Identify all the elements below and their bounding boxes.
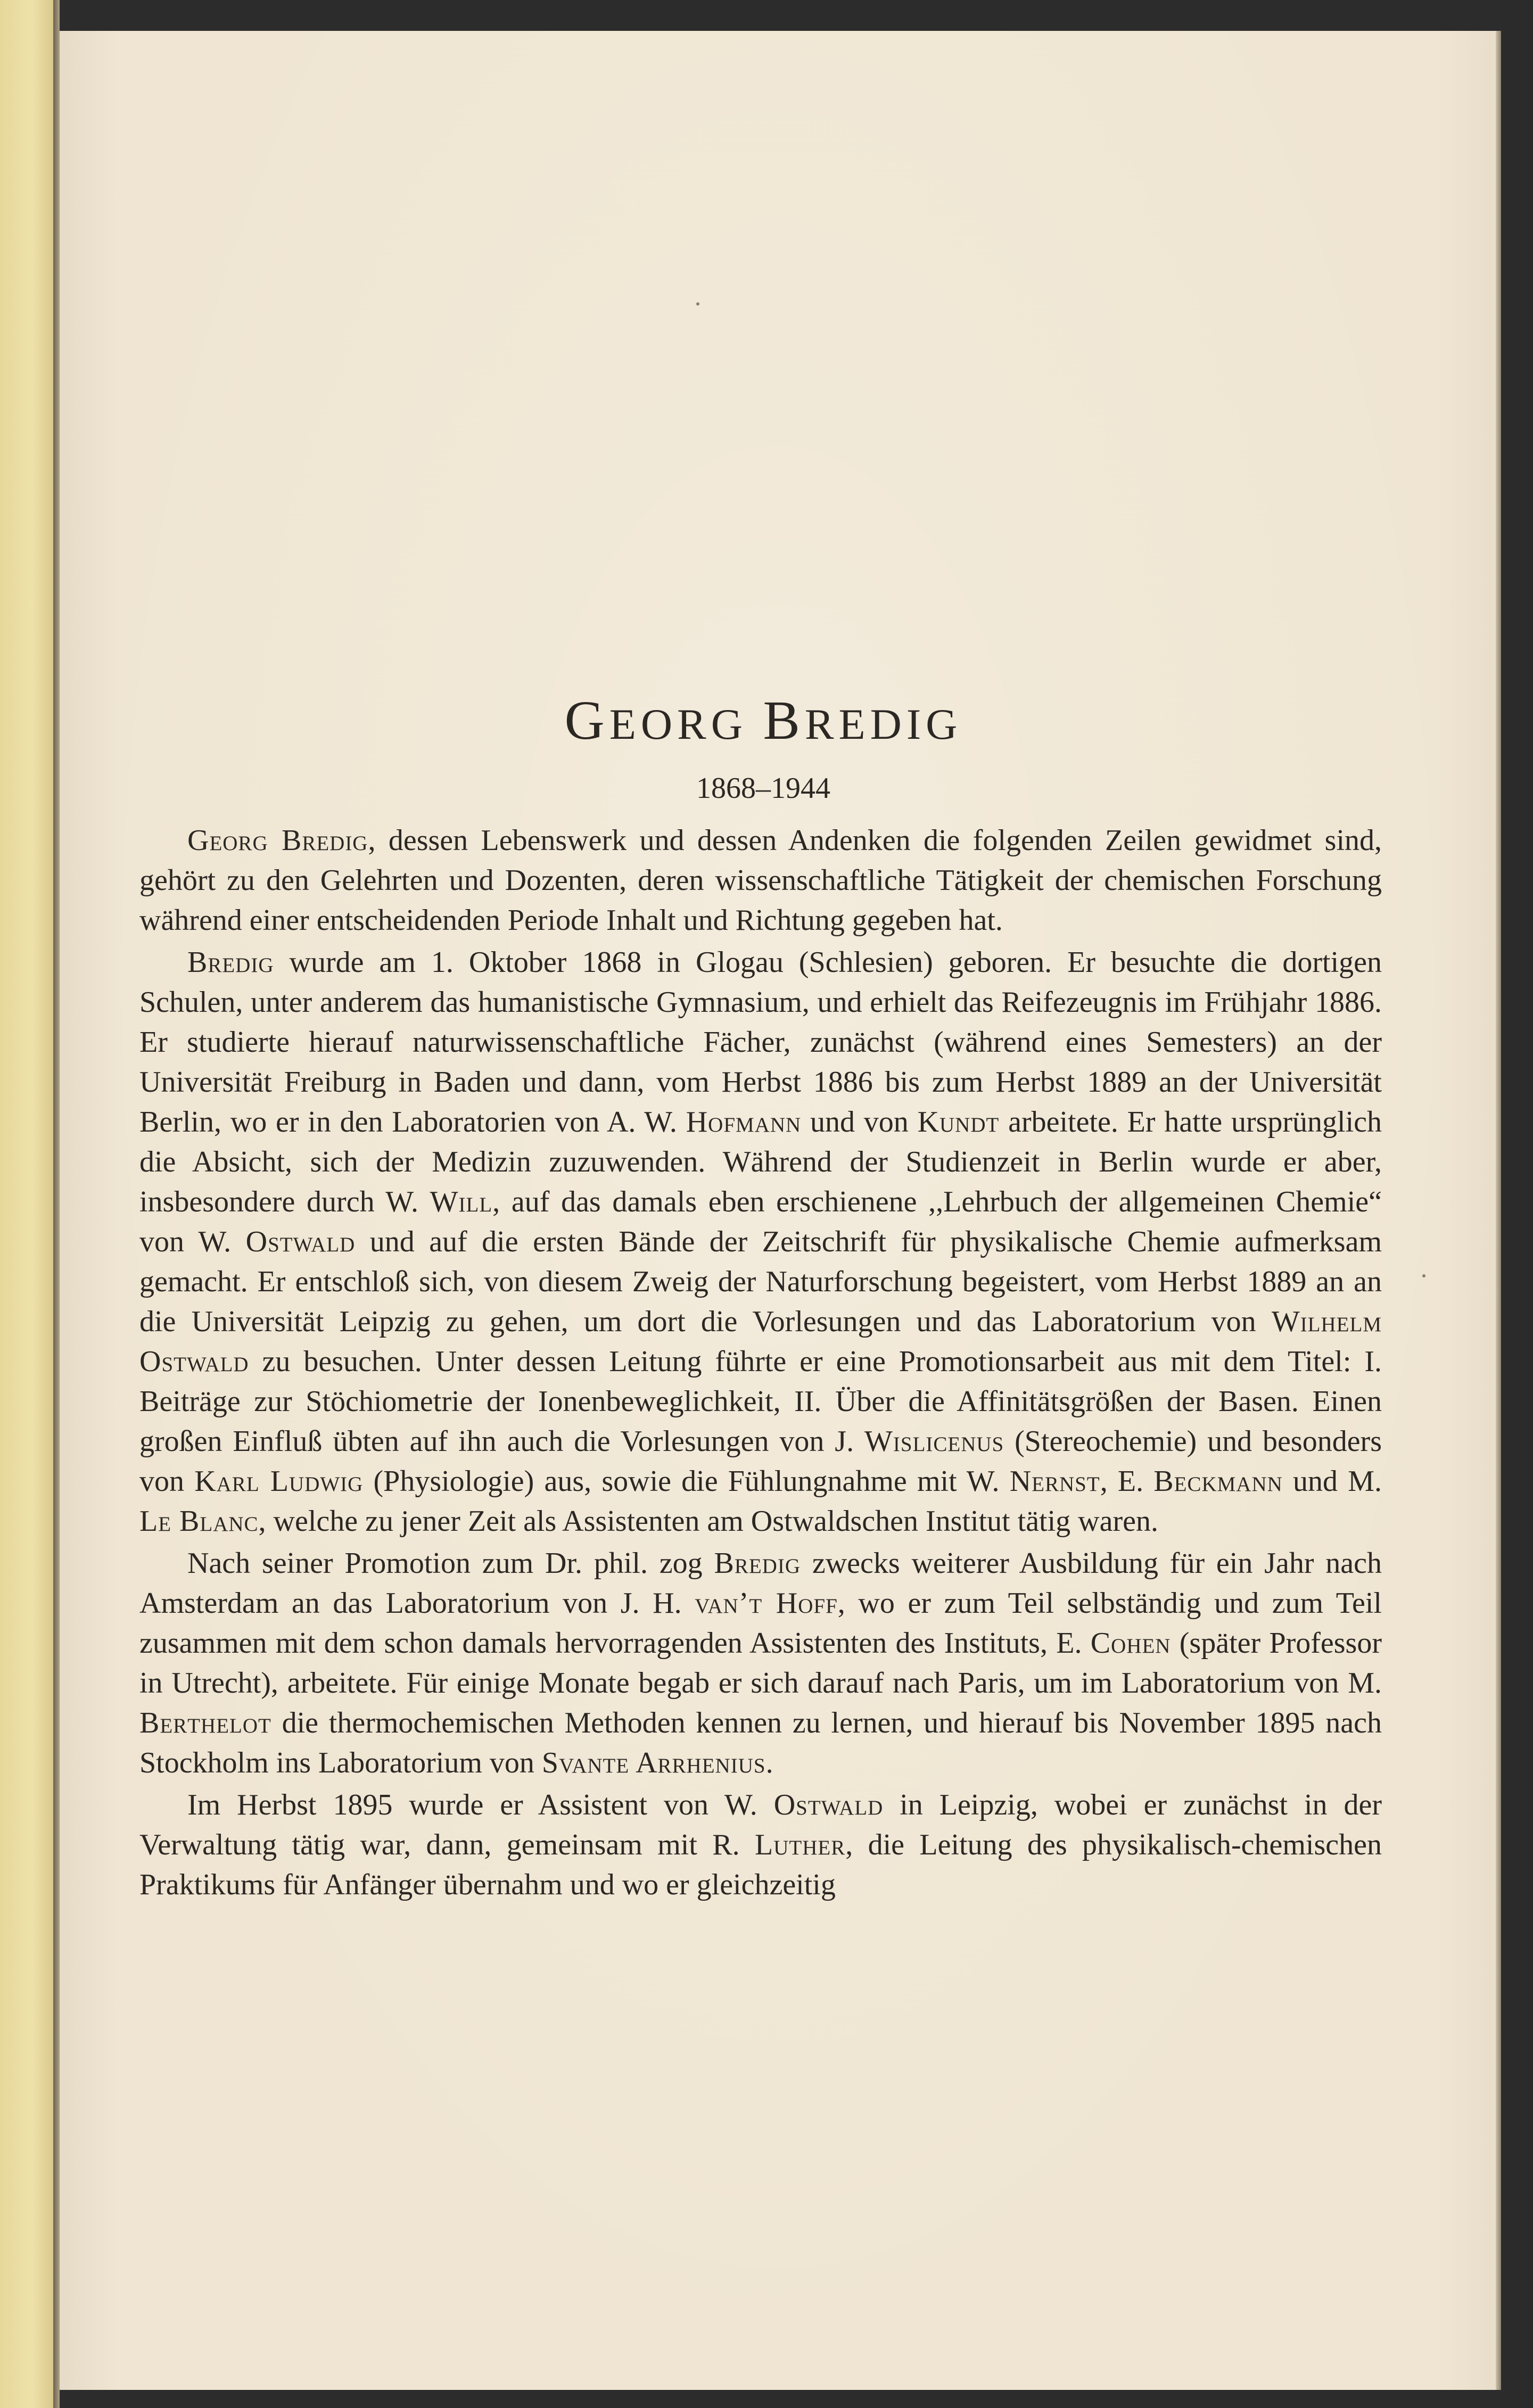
- book-spine-edge: [0, 0, 53, 2408]
- scan-right-border: [1501, 0, 1533, 2408]
- paragraph-text: die thermochemischen Methoden kennen zu lernen, und hierauf bis November 1895 nach Stockholm ins Laboratorium von: [139, 1706, 1382, 1779]
- person-name: Bredig: [187, 946, 274, 979]
- body-paragraph: [139, 1785, 1382, 1905]
- paragraph-text: und von: [801, 1106, 918, 1139]
- paper-speck: [1422, 1274, 1425, 1277]
- paragraph-text: Nach seiner Promotion zum Dr. phil. zog: [187, 1547, 714, 1580]
- paragraph-text: , die Leitung des physikalisch-chemischen Praktikums für Anfänger übernahm und wo er gleichzeitig: [139, 1828, 1382, 1901]
- person-name: Luther: [755, 1828, 846, 1861]
- person-name: Karl Ludwig: [194, 1465, 364, 1498]
- paragraph-text: und M.: [1282, 1465, 1382, 1498]
- person-name: Cohen: [1090, 1627, 1171, 1660]
- person-name: van’t Hoff: [695, 1587, 838, 1620]
- paragraph-text: , E.: [1100, 1465, 1154, 1498]
- title-text: EORG: [609, 700, 747, 748]
- scan-top-border: [60, 0, 1501, 31]
- person-name: Le Blanc: [139, 1505, 259, 1538]
- person-name: Will: [430, 1185, 493, 1218]
- title-initial: G: [564, 690, 609, 751]
- paragraph-text: (Stereochemie) und besonders von: [139, 1425, 1382, 1498]
- body-paragraph: [139, 1544, 1382, 1783]
- person-name: Georg Bredig: [187, 824, 368, 857]
- scan-bottom-border: [60, 2390, 1501, 2408]
- paragraph-text: , auf das damals eben erschienene ,,Lehrbuch der allgemeinen Chemie“ von W.: [139, 1185, 1382, 1258]
- article-title: [60, 690, 1467, 751]
- person-name: Nernst: [1009, 1465, 1100, 1498]
- paragraph-text: in Leipzig, wobei er zunächst in der Verwaltung tätig war, dann, gemeinsam mit R.: [139, 1788, 1382, 1861]
- person-name: Berthelot: [139, 1706, 271, 1739]
- title-text: REDIG: [804, 700, 962, 748]
- paper-speck: [696, 302, 699, 306]
- paragraph-text: und auf die ersten Bände der Zeitschrift für physikalische Chemie aufmerksam gemacht. Er entschloß sich, von diesem Zweig der Naturforschung begeistert, vom Herbst 1889 an an die Universität Leipzig zu gehen, um dort die Vorlesungen und das Laboratorium von: [139, 1225, 1382, 1338]
- paragraph-text: zwecks weiterer Ausbildung für ein Jahr nach Amsterdam an das Laboratorium von J. H.: [139, 1547, 1382, 1620]
- person-name: Beckmann: [1153, 1465, 1283, 1498]
- paragraph-text: , welche zu jener Zeit als Assistenten am Ostwaldschen Institut tätig waren.: [258, 1505, 1158, 1538]
- life-years: 1868–1944: [696, 772, 830, 805]
- title-initial: B: [763, 690, 805, 751]
- paragraph-text: (später Professor in Utrecht), arbeitete. Für einige Monate begab er sich darauf nach Paris, um im Laboratorium von M.: [139, 1627, 1382, 1700]
- person-name: Ostwald: [773, 1788, 884, 1821]
- paragraph-text: , dessen Lebenswerk und dessen Andenken die folgenden Zeilen gewidmet sind, gehört zu den Gelehrten und Dozenten, deren wissenschaftliche Tätigkeit der chemischen Forschung während einer entscheidenden Periode Inhalt und Richtung gegeben hat.: [139, 824, 1382, 937]
- paragraph-text: .: [765, 1746, 773, 1779]
- page-right-edge: [1496, 31, 1501, 2390]
- person-name: Bredig: [714, 1547, 801, 1580]
- person-name: Svante Arrhenius: [541, 1746, 766, 1779]
- person-name: Wislicenus: [864, 1425, 1004, 1458]
- paragraph-text: , wo er zum Teil selbständig und zum Teil zusammen mit dem schon damals hervorragenden Assistenten des Instituts, E.: [139, 1587, 1382, 1660]
- paragraph-text: (Physiologie) aus, sowie die Fühlungnahme mit W.: [363, 1465, 1010, 1498]
- person-name: Hofmann: [686, 1106, 802, 1139]
- article-body: [139, 821, 1382, 1905]
- person-name: Kundt: [917, 1106, 1000, 1139]
- paragraph-text: wurde am 1. Oktober 1868 in Glogau (Schlesien) geboren. Er besuchte die dortigen Schulen, unter anderem das humanistische Gymnasium, und erhielt das Reifezeugnis im Frühjahr 1886. Er studierte hierauf naturwissenschaftliche Fächer, zunächst (während eines Semesters) an der Universität Freiburg in Baden und dann, vom Herbst 1886 bis zum Herbst 1889 an der Universität Berlin, wo er in den Laboratorien von A. W.: [139, 946, 1382, 1139]
- body-paragraph: [139, 821, 1382, 941]
- person-name: Ostwald: [245, 1225, 356, 1258]
- person-name: Wilhelm Ostwald: [139, 1305, 1382, 1378]
- paragraph-text: zu besuchen. Unter dessen Leitung führte er eine Promotionsarbeit aus mit dem Titel: I. Beiträge zur Stöchiometrie der Ionenbeweglichkeit, II. Über die Affinitätsgrößen der Basen. Einen großen Einfluß übten auf ihn auch die Vorlesungen von J.: [139, 1345, 1382, 1458]
- paragraph-text: arbeitete. Er hatte ursprünglich die Absicht, sich der Medizin zuzuwenden. Während der Studienzeit in Berlin wurde er aber, insbesondere durch W.: [139, 1106, 1382, 1218]
- body-paragraph: [139, 943, 1382, 1541]
- document-page: [60, 31, 1496, 2390]
- paragraph-text: Im Herbst 1895 wurde er Assistent von W.: [187, 1788, 774, 1821]
